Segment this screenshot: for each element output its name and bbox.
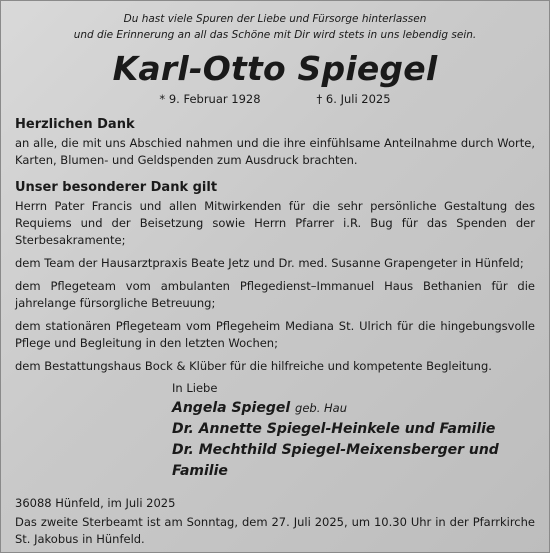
signature-1-suffix: geb. Hau — [295, 401, 348, 415]
birth-date: * 9. Februar 1928 — [159, 92, 261, 106]
motto — [15, 11, 535, 43]
deceased-name: Karl-Otto Spiegel — [112, 49, 438, 88]
signature-1-name: Angela Spiegel — [172, 400, 291, 416]
death-date: † 6. Juli 2025 — [316, 92, 391, 106]
signoff — [172, 381, 535, 482]
special-thanks-paragraph: dem Pflegeteam vom ambulanten Pflegedienst–Immanuel Haus Bethanien für die jahrelange fürsorgliche Betreuung; — [15, 279, 535, 310]
signoff-intro: In Liebe — [172, 381, 218, 395]
thanks-heading: Herzlichen Dank — [15, 117, 135, 132]
special-thanks-heading: Unser besonderer Dank gilt — [15, 180, 218, 195]
special-thanks-paragraph: Herrn Pater Francis und allen Mitwirkenden für die sehr persönliche Gestaltung des Requiems und der Beisetzung sowie Herrn Pfarrer i.R. Bug für das Spenden der Sterbesakramente; — [15, 199, 535, 247]
special-thanks-paragraph: dem Bestattungshaus Bock & Klüber für die hilfreiche und kompetente Begleitung. — [15, 359, 492, 373]
motto-line-1: Du hast viele Spuren der Liebe und Fürsorge hinterlassen — [123, 13, 427, 25]
special-thanks-paragraph: dem Team der Hausarztpraxis Beate Jetz und Dr. med. Susanne Grapengeter in Hünfeld; — [15, 256, 524, 270]
signature-3: Dr. Mechthild Spiegel-Meixensberger und Familie — [172, 442, 499, 479]
thanks-text: an alle, die mit uns Abschied nahmen und die ihre einfühlsame Anteilnahme durch Worte, Karten, Blumen- und Geldspenden zum Ausdruck brachten. — [15, 136, 535, 167]
signature-1 — [172, 398, 535, 419]
motto-line-2: und die Erinnerung an all das Schöne mit Dir wird stets in uns lebendig sein. — [73, 29, 477, 41]
place-date: 36088 Hünfeld, im Juli 2025 — [15, 496, 176, 510]
life-dates — [15, 92, 535, 106]
signature-2: Dr. Annette Spiegel-Heinkele und Familie — [172, 421, 496, 437]
service-notice: Das zweite Sterbeamt ist am Sonntag, dem 27. Juli 2025, um 10.30 Uhr in der Pfarrkirche St. Jakobus in Hünfeld. — [15, 515, 535, 546]
special-thanks-paragraph: dem stationären Pflegeteam vom Pflegeheim Mediana St. Ulrich für die hingebungsvolle Pflege und Begleitung in den letzten Wochen; — [15, 319, 535, 350]
